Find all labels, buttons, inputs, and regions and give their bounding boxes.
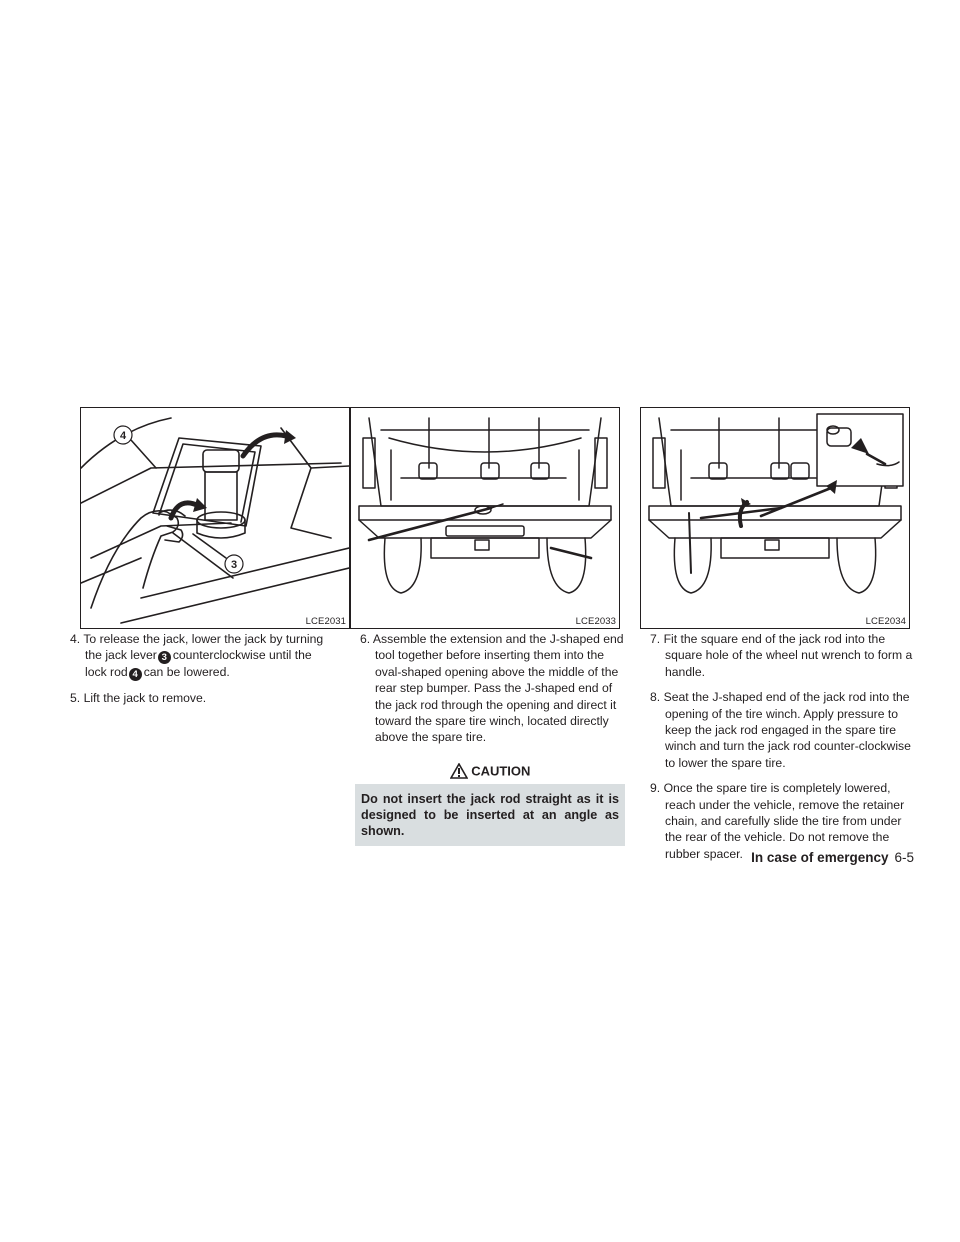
callout-3-ref: 3 xyxy=(158,651,171,664)
section-title: In case of emergency xyxy=(751,850,889,865)
column-3 xyxy=(645,631,915,871)
jack-illustration xyxy=(81,408,349,628)
figure-code: LCE2034 xyxy=(865,616,906,627)
step-text: counterclockwise until the lock rod xyxy=(85,648,312,680)
callout-4 xyxy=(114,426,132,444)
step-5 xyxy=(65,690,335,706)
step-text: Seat the J-shaped end of the jack rod into the opening of the tire winch. Apply pressure to keep the jack rod engaged in the spare tire winch and turn the jack rod counter-clockwise to lower the spare tire. xyxy=(663,690,911,770)
figure-jack-release xyxy=(80,407,350,629)
caution-heading xyxy=(355,758,625,784)
warning-icon xyxy=(450,763,468,779)
winch-illustration xyxy=(641,408,909,628)
figure-code: LCE2031 xyxy=(305,616,346,627)
step-text: Fit the square end of the jack rod into the square hole of the wheel nut wrench to form a handle. xyxy=(663,632,913,679)
callout-3 xyxy=(225,555,243,573)
figure-jack-rod-insert xyxy=(350,407,620,629)
step-text: Assemble the extension and the J-shaped end tool together before inserting them into the oval-shaped opening above the middle of the rear step bumper. Pass the J-shaped end of the jack rod through the opening and direct it toward the spare tire winch, located directly above the spare tire. xyxy=(372,632,624,745)
figure-winch-lower xyxy=(640,407,910,629)
callout-4-ref: 4 xyxy=(129,668,142,681)
svg-text:3: 3 xyxy=(230,559,238,571)
step-number: 7. xyxy=(650,632,661,646)
column-1 xyxy=(65,631,335,716)
step-4 xyxy=(65,631,335,681)
page-footer xyxy=(751,850,914,865)
caution-box: Do not insert the jack rod straight as it is designed to be inserted at an angle as shown. xyxy=(355,784,625,846)
step-number: 4. xyxy=(70,632,81,646)
step-number: 9. xyxy=(650,781,661,796)
svg-text:4: 4 xyxy=(119,430,127,442)
step-number: 8. xyxy=(650,690,661,705)
step-6 xyxy=(355,631,625,746)
column-2 xyxy=(355,631,625,846)
caution-label: CAUTION xyxy=(471,763,531,779)
step-text: Lift the jack to remove. xyxy=(83,691,207,706)
figure-code: LCE2033 xyxy=(575,616,616,627)
step-text: To release the jack, lower the jack by turning the jack lever xyxy=(83,632,324,663)
page-number: 6-5 xyxy=(894,850,914,865)
step-text: can be lowered. xyxy=(143,665,230,680)
step-text: Once the spare tire is completely lowered, reach under the vehicle, remove the retainer chain, and carefully slide the tire from under the rear of the vehicle. Do not remove the rubber spacer. xyxy=(663,781,905,861)
step-8 xyxy=(645,689,915,771)
step-number: 5. xyxy=(70,691,81,706)
step-7 xyxy=(645,631,915,680)
vehicle-rear-illustration xyxy=(351,408,619,628)
step-number: 6. xyxy=(360,632,371,646)
